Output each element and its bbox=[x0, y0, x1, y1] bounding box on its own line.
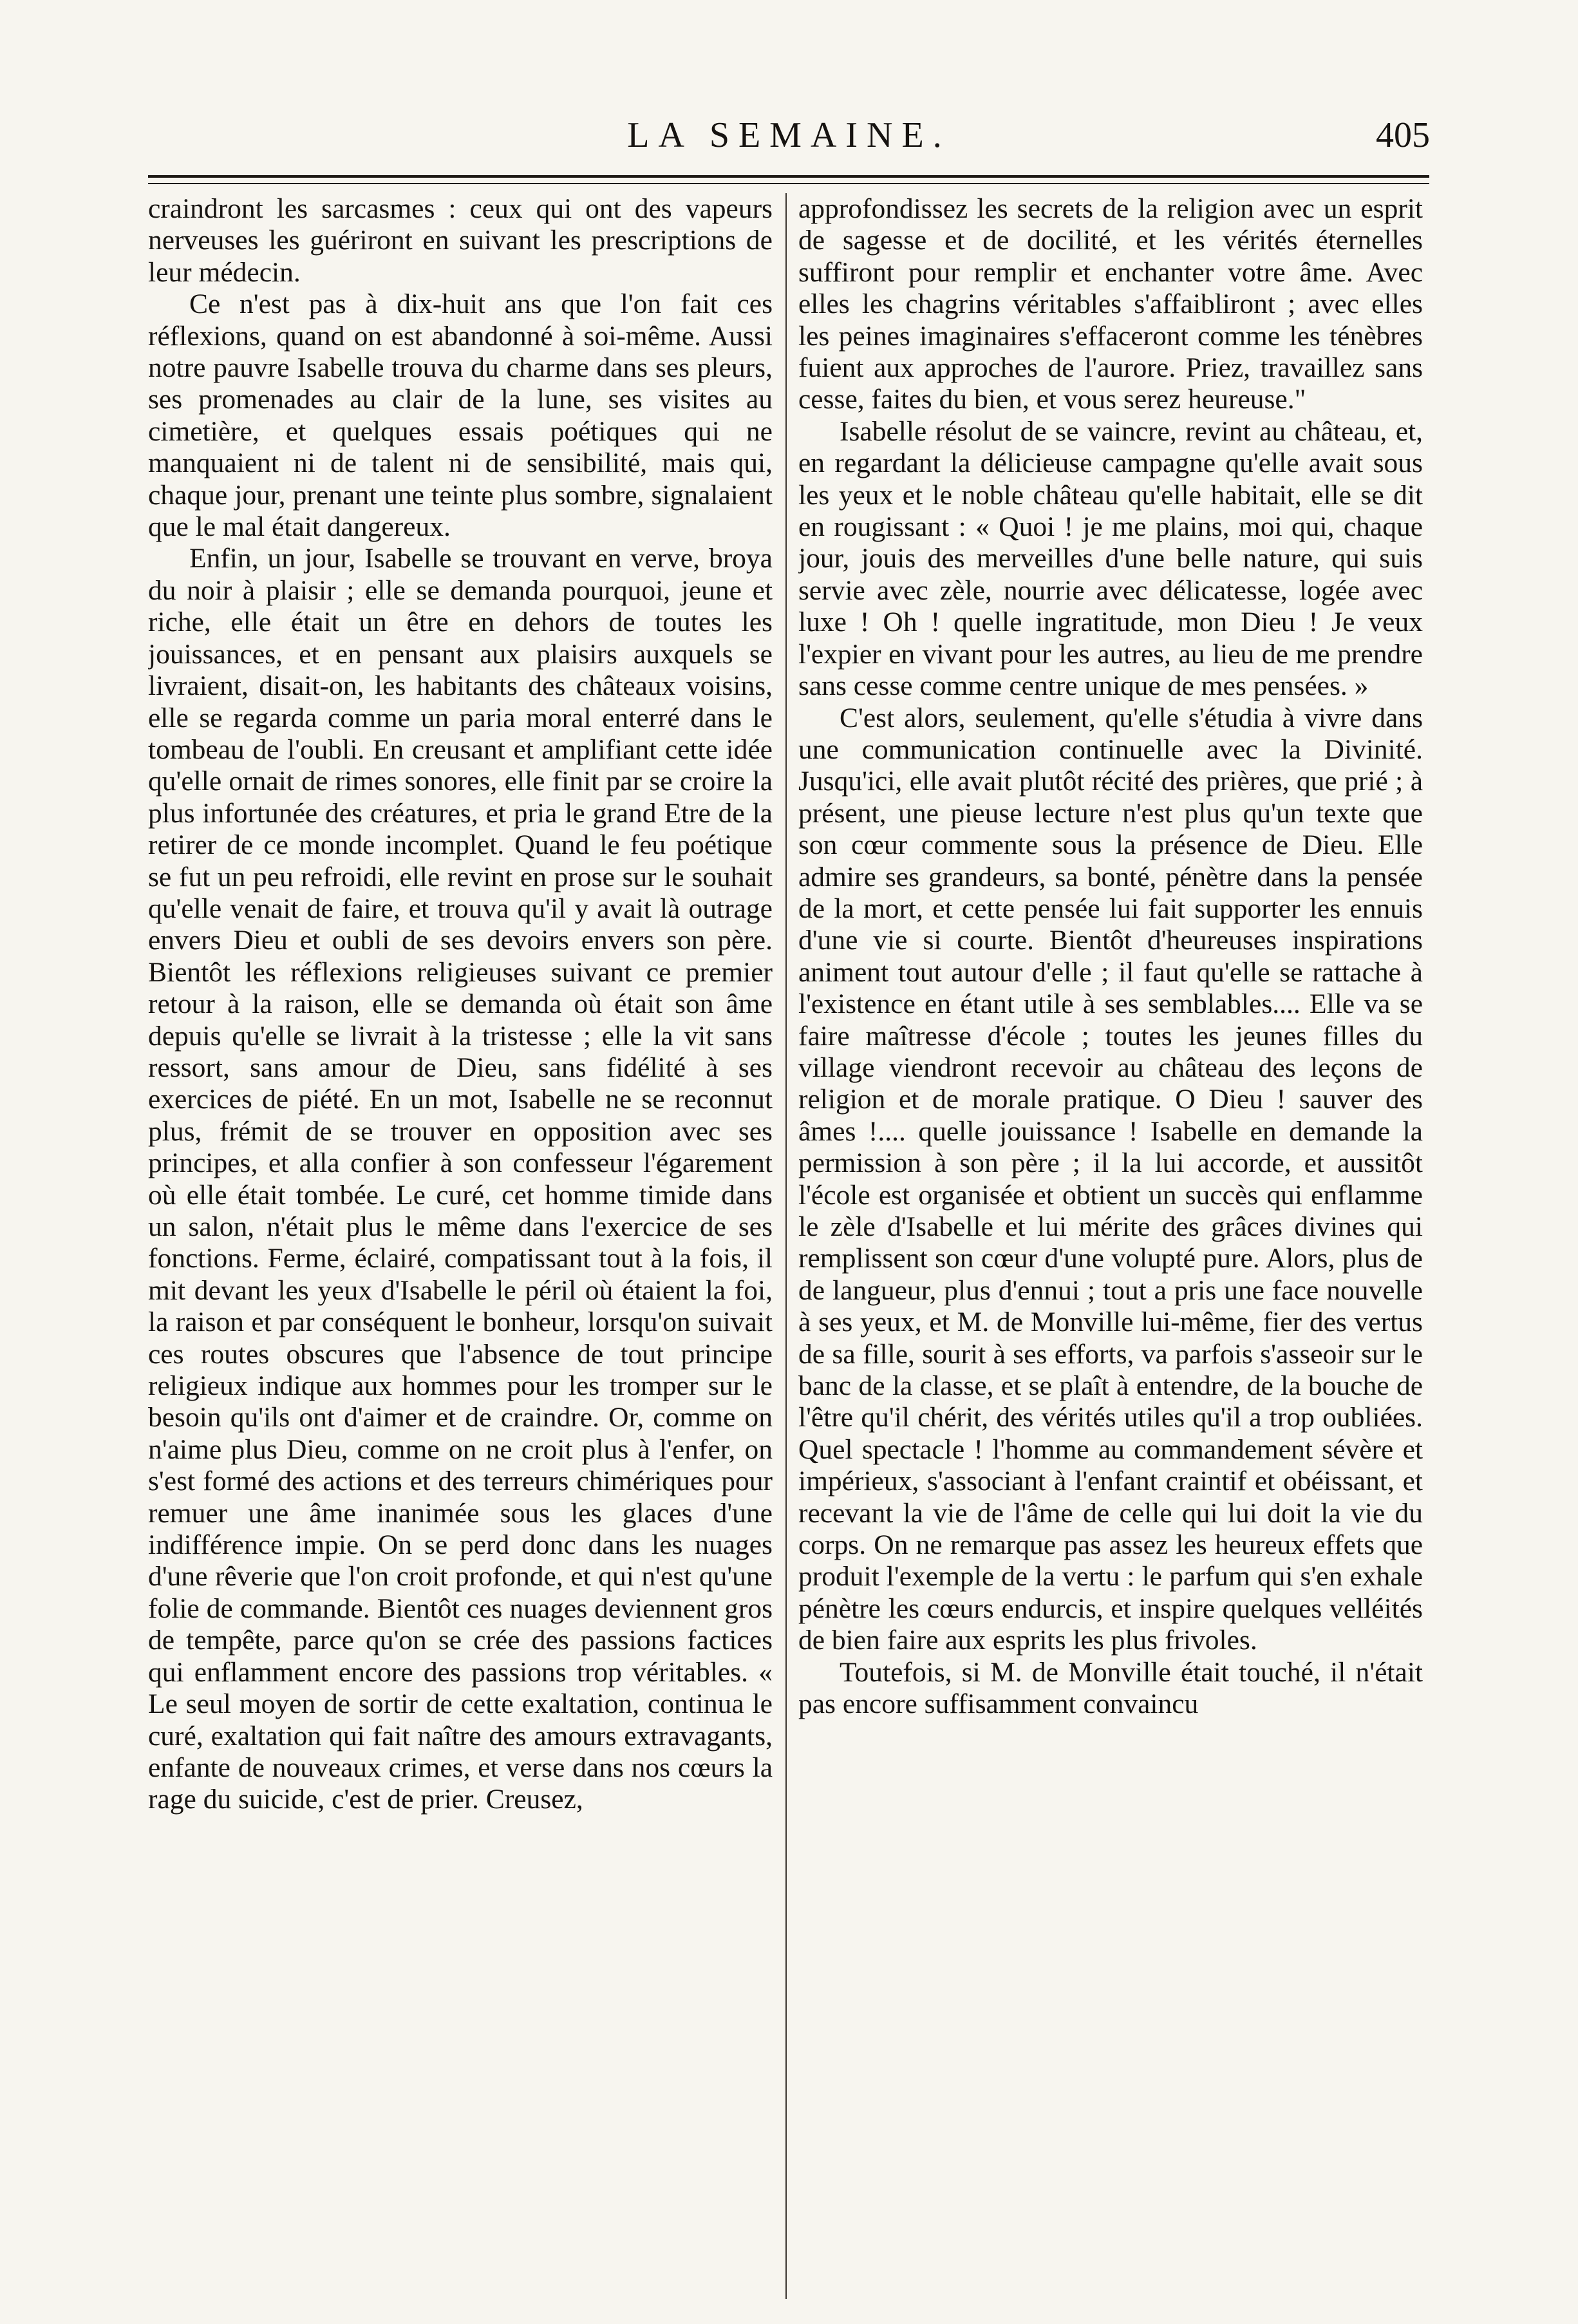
paragraph-left-1: craindront les sarcasmes : ceux qui ont des vapeurs nerveuses les guériront en suivant les prescriptions de leur médecin. bbox=[148, 193, 773, 288]
right-column bbox=[798, 193, 1423, 2299]
column-divider bbox=[785, 193, 787, 2299]
header-rule-thin bbox=[148, 183, 1429, 184]
paragraph-left-2: Ce n'est pas à dix-huit ans que l'on fait ces réflexions, quand on est abandonné à soi-même. Aussi notre pauvre Isabelle trouva du charme dans ses pleurs, ses promenades au clair de la lune, ses visites au cimetière, et quelques essais poétiques qui ne manquaient ni de talent ni de sensibilité, mais qui, chaque jour, prenant une teinte plus sombre, signalaient que le mal était dangereux. bbox=[148, 288, 773, 543]
text-columns bbox=[148, 193, 1429, 2305]
running-title: LA SEMAINE. bbox=[627, 115, 951, 155]
paragraph-right-1: approfondissez les secrets de la religion avec un esprit de sagesse et de docilité, et les vérités éternelles suffiront pour remplir et enchanter votre âme. Avec elles les chagrins véritables s'affaibliront ; avec elles les peines imaginaires s'effaceront comme les ténèbres fuient aux approches de l'aurore. Priez, travaillez sans cesse, faites du bien, et vous serez heureuse." bbox=[798, 193, 1423, 415]
page-number: 405 bbox=[1376, 115, 1430, 155]
left-column bbox=[148, 193, 773, 2299]
header-rule-thick bbox=[148, 175, 1429, 178]
paragraph-right-4: Toutefois, si M. de Monville était touché, il n'était pas encore suffisamment convaincu bbox=[798, 1656, 1423, 1720]
page-header bbox=[148, 97, 1430, 161]
paragraph-right-2: Isabelle résolut de se vaincre, revint au château, et, en regardant la délicieuse campagne qu'elle avait sous les yeux et le noble château qu'elle habitait, elle se dit en rougissant : « Quoi ! je me plains, moi qui, chaque jour, jouis des merveilles d'une belle nature, qui suis servie avec zèle, nourrie avec délicatesse, logée avec luxe ! Oh ! quelle ingratitude, mon Dieu ! Je veux l'expier en vivant pour les autres, au lieu de me prendre sans cesse comme centre unique de mes pensées. » bbox=[798, 415, 1423, 702]
paragraph-right-3: C'est alors, seulement, qu'elle s'étudia à vivre dans une communication continuelle avec la Divinité. Jusqu'ici, elle avait plutôt récité des prières, que prié ; à présent, une pieuse lecture n'est plus qu'un texte que son cœur commente sous la présence de Dieu. Elle admire ses grandeurs, sa bonté, pénètre dans la pensée de la mort, et cette pensée lui fait supporter les ennuis d'une vie si courte. Bientôt d'heureuses inspirations animent tout autour d'elle ; il faut qu'elle se rattache à l'existence en étant utile à ses semblables.... Elle va se faire maîtresse d'école ; toutes les jeunes filles du village viendront recevoir au château des leçons de religion et de morale pratique. O Dieu ! sauver des âmes !.... quelle jouissance ! Isabelle en demande la permission à son père ; il la lui accorde, et aussitôt l'école est organisée et obtient un succès qui enflamme le zèle d'Isabelle et lui mérite des grâces divines qui remplissent son cœur d'une volupté pure. Alors, plus de de langueur, plus d'ennui ; tout a pris une face nouvelle à ses yeux, et M. de Monville lui-même, fier des vertus de sa fille, sourit à ses efforts, va parfois s'asseoir sur le banc de la classe, et se plaît à entendre, de la bouche de l'être qu'il chérit, des vérités utiles qu'il a trop oubliées. Quel spectacle ! l'homme au commandement sévère et impérieux, s'associant à l'enfant craintif et obéissant, et recevant la vie de l'âme de celle qui lui doit la vie du corps. On ne remarque pas assez les heureux effets que produit l'exemple de la vertu : le parfum qui s'en exhale pénètre les cœurs endurcis, et inspire quelques velléités de bien faire aux esprits les plus frivoles. bbox=[798, 702, 1423, 1656]
paragraph-left-3: Enfin, un jour, Isabelle se trouvant en verve, broya du noir à plaisir ; elle se demanda pourquoi, jeune et riche, elle était un être en dehors de toutes les jouissances, et en pensant aux plaisirs auxquels se livraient, disait-on, les habitants des châteaux voisins, elle se regarda comme un paria moral enterré dans le tombeau de l'oubli. En creusant et amplifiant cette idée qu'elle ornait de rimes sonores, elle finit par se croire la plus infortunée des créatures, et pria le grand Etre de la retirer de ce monde incomplet. Quand le feu poétique se fut un peu refroidi, elle revint en prose sur le souhait qu'elle venait de faire, et trouva qu'il y avait là outrage envers Dieu et oubli de ses devoirs envers son père. Bientôt les réflexions religieuses suivant ce premier retour à la raison, elle se demanda où était son âme depuis qu'elle se livrait à la tristesse ; elle la vit sans ressort, sans amour de Dieu, sans fidélité à ses exercices de piété. En un mot, Isabelle ne se reconnut plus, frémit de se trouver en opposition avec ses principes, et alla confier à son confesseur l'égarement où elle était tombée. Le curé, cet homme timide dans un salon, n'était plus le même dans l'exercice de ses fonctions. Ferme, éclairé, compatissant tout à la fois, il mit devant les yeux d'Isabelle le péril où étaient la foi, la raison et par conséquent le bonheur, lorsqu'on suivait ces routes obscures que l'absence de tout principe religieux indique aux hommes pour les tromper sur le besoin qu'ils ont d'aimer et de craindre. Or, comme on n'aime plus Dieu, comme on ne croit plus à l'enfer, on s'est formé des actions et des terreurs chimériques pour remuer une âme inanimée sous les glaces d'une indifférence impie. On se perd donc dans les nuages d'une rêverie que l'on croit profonde, et qui n'est qu'une folie de commande. Bientôt ces nuages deviennent gros de tempête, parce qu'on se crée des passions factices qui enflamment encore des passions trop véritables. « Le seul moyen de sortir de cette exaltation, continua le curé, exaltation qui fait naître des amours extravagants, enfante de nouveaux crimes, et verse dans nos cœurs la rage du suicide, c'est de prier. Creusez, bbox=[148, 543, 773, 1815]
